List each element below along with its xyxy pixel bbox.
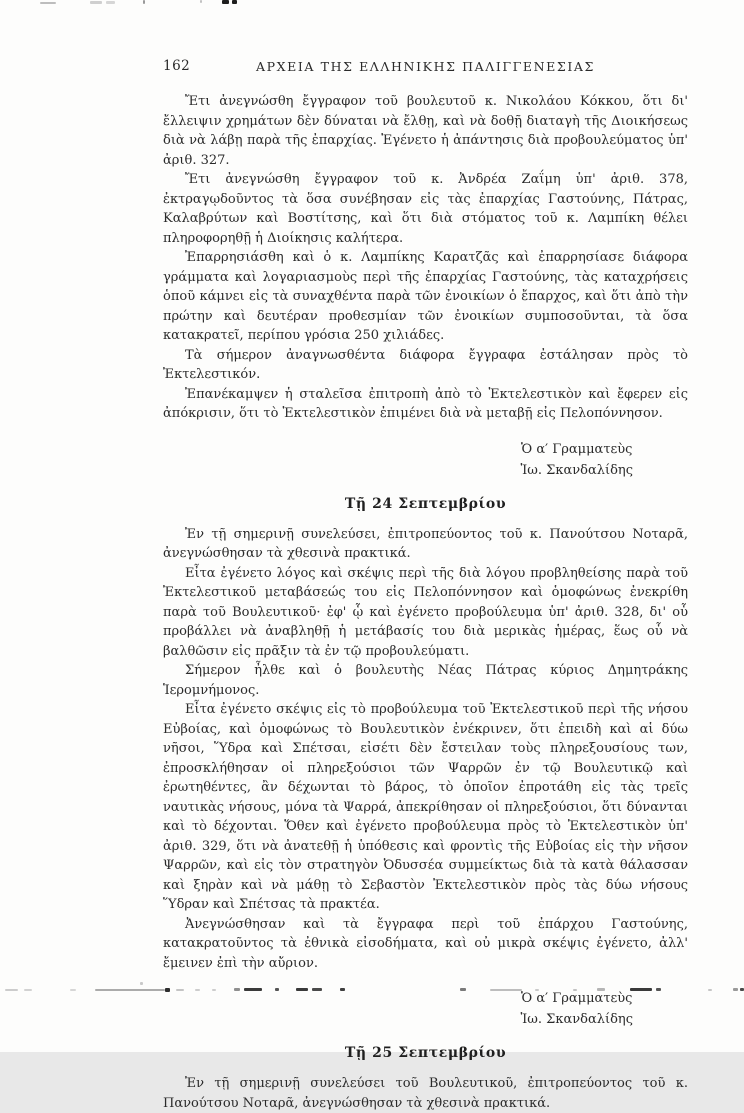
paragraph: Ἔτι ἀνεγνώσθη ἔγγραφον τοῦ κ. Ἀνδρέα Ζαΐμη ὑπ' ἀριθ. 378, ἐκτραγῳδοῦντος τὰ ὅσα συνέβησαν εἰς τὰς ἐπαρχίας Γαστούνης, Πάτρας, Καλαβρύτων καὶ Βοστίτσης, καὶ ὅτι διὰ στόματος τοῦ κ. Λαμπίκη θέλει πληροφορηθῇ ἡ Διοίκησις καλήτερα.: [163, 172, 688, 246]
signature-block: [163, 988, 633, 1030]
paragraph: Ἐπανέκαμψεν ἡ σταλεῖσα ἐπιτροπὴ ἀπὸ τὸ Ἐκτελεστικὸν καὶ ἔφερεν εἰς ἀπόκρισιν, ὅτι τὸ Ἐκτελεστικὸν ἐπιμένει διὰ νὰ μεταβῇ εἰς Πελοπόννησον.: [163, 386, 688, 421]
scan-artifact: [234, 988, 240, 991]
scan-artifact: [244, 988, 262, 991]
scan-artifact: [460, 988, 466, 991]
scan-artifact: [200, 0, 202, 3]
scan-artifact: [340, 988, 345, 991]
scan-artifact: [176, 989, 184, 991]
scan-artifact: [535, 989, 539, 991]
scan-artifact: [95, 989, 165, 991]
scan-artifact: [140, 982, 143, 985]
paragraph: Τὰ σήμερον ἀναγνωσθέντα διάφορα ἔγγραφα ἐστάλησαν πρὸς τὸ Ἐκτελεστικόν.: [163, 347, 688, 382]
page-header: [163, 58, 688, 76]
scan-artifact: [106, 1, 115, 4]
scan-artifact: [70, 989, 76, 991]
signature-name: Ἰω. Σκανδαλίδης: [520, 1012, 633, 1027]
session-section-25-september: [163, 1045, 688, 1113]
paragraph: Εἶτα ἐγένετο λόγος καὶ σκέψις περὶ τῆς διὰ λόγου προβληθείσης παρὰ τοῦ Ἐκτελεστικοῦ μεταβάσεώς του εἰς Πελοπόννησον καὶ ὁμοφώνως ἐνεκρίθη παρὰ τοῦ Βουλευτικοῦ· ἐφ' ᾧ καὶ ἐγένετο προβούλευμα ὑπ' ἀριθ. 328, δι' οὗ προβάλλει νὰ ἀναβληθῇ ἡ μετάβασίς του διὰ μερικὰς ἡμέρας, ἕως οὗ νὰ βαλθῶσιν εἰς πρᾶξιν τὰ ἐν τῷ προβουλεύματι.: [163, 565, 688, 659]
scan-artifact: [597, 988, 605, 991]
scan-artifact: [630, 988, 652, 991]
paragraph: Ἔτι ἀνεγνώσθη ἔγγραφον τοῦ βουλευτοῦ κ. Νικολάου Κόκκου, ὅτι δι' ἔλλειψιν χρημάτων δὲν δύναται νὰ ἔλθῃ, καὶ νὰ δοθῇ διαταγὴ τῆς Διοικήσεως διὰ νὰ λάβῃ παρὰ τῆς ἐπαρχίας. Ἐγένετο ἡ ἀπάντησις διὰ προβουλεύματος ὑπ' ἀριθ. 327.: [163, 94, 688, 168]
signature-role: Ὁ α′ Γραμματεὺς: [521, 441, 633, 457]
signature-inner: [521, 439, 633, 481]
scan-artifact: [40, 2, 56, 4]
scan-artifact: [232, 0, 237, 4]
scan-artifact: [296, 988, 308, 991]
scan-artifact: [143, 0, 145, 4]
paragraph: Ἐν τῇ σημερινῇ συνελεύσει τοῦ Βουλευτικοῦ, ἐπιτροπεύοντος τοῦ κ. Πανούτσου Νοταρᾶ, ἀνεγνώσθησαν τὰ χθεσινὰ πρακτικά.: [163, 1076, 688, 1111]
page-number: 162: [163, 58, 191, 74]
scan-artifact: [195, 989, 200, 991]
scan-artifact: [656, 988, 661, 991]
session-section-23-september: [163, 92, 688, 481]
scan-artifact: [222, 0, 229, 4]
signature-inner: [521, 988, 633, 1030]
signature-role: Ὁ α′ Γραμματεὺς: [521, 991, 633, 1006]
date-heading: Τῇ 25 Σεπτεμβρίου: [344, 1045, 507, 1061]
scan-artifact: [165, 988, 170, 992]
scan-artifact: [24, 989, 32, 991]
scan-artifact: [740, 988, 744, 991]
signature-name: Ἰω. Σκανδαλίδης: [520, 462, 633, 478]
scan-artifact: [275, 988, 279, 991]
session-section-24-september: [163, 496, 688, 1031]
scan-artifact: [312, 988, 322, 991]
scan-artifact: [708, 989, 712, 991]
text-column: [163, 58, 688, 1113]
scan-artifact: [5, 989, 18, 991]
scan-artifact: [490, 989, 522, 991]
paragraph: Εἶτα ἐγένετο σκέψις εἰς τὸ προβούλευμα τοῦ Ἐκτελεστικοῦ περὶ τῆς νήσου Εὐβοίας, καὶ ὁμοφώνως τὸ Βουλευτικὸν ἐνέκρινεν, ὅτι ἐπειδὴ καὶ αἱ δύω νῆσοι, Ὕδρα καὶ Σπέτσαι, εἰσέτι δὲν ἔστειλαν τοὺς πληρεξουσίους των, ἐπροσκλήθησαν οἱ πληρεξούσιοι τῶν Ψαρρῶν ἐν τῷ Βουλευτικῷ καὶ ἐρωτηθέντες, ἂν δέχωνται τὸ βάρος, τὸ ὁποῖον ἐπροτάθη εἰς τὰς τρεῖς ναυτικὰς νήσους, μόνα τὰ Ψαρρά, ἀπεκρίθησαν οἱ πληρεξούσιοι, ὅτι δύνανται καὶ τὸ δέχονται. Ὅθεν καὶ ἐγένετο προβούλευμα πρὸς τὸ Ἐκτελεστικὸν ὑπ' ἀριθ. 329, ὅτι νὰ ἀνατεθῇ ἡ ὑπόθεσις καὶ φροντὶς τῆς Εὐβοίας εἰς τὴν νῆσον Ψαρρῶν, καὶ εἰς τὸν στρατηγὸν Ὀδυσσέα συμμείκτως διὰ τὰ κατὰ θάλασσαν καὶ ξηρὰν καὶ νὰ μάθῃ τὸ Σεβαστὸν Ἐκτελεστικὸν πρὸς τὰς δύω νήσους Ὕδραν καὶ Σπέτσας τὰ πρακτέα.: [163, 702, 688, 912]
paragraph: Σήμερον ἦλθε καὶ ὁ βουλευτὴς Νέας Πάτρας κύριος Δημητράκης Ἱερομνήμονος.: [163, 663, 688, 698]
paragraph: Ἐν τῇ σημερινῇ συνελεύσει, ἐπιτροπεύοντος τοῦ κ. Πανούτσου Νοταρᾶ, ἀνεγνώσθησαν τὰ χθεσινὰ πρακτικά.: [163, 526, 688, 561]
scan-artifact: [90, 1, 102, 4]
signature-block: [163, 439, 633, 481]
paragraph: Ἐπαρρησιάσθη καὶ ὁ κ. Λαμπίκης Καρατζᾶς καὶ ἐπαρρησίασε διάφορα γράμματα καὶ λογαριασμοὺς περὶ τῆς ἐπαρχίας Γαστούνης, τὰς καταχρήσεις ὁποῦ κάμνει εἰς τὰ συναχθέντα παρὰ τῶν ἐνοικίων ὁ ἔπαρχος, καὶ ὅτι ἀπὸ τὴν πρώτην καὶ δευτέραν προθεσμίαν τῶν ἐνοικίων συμποσοῦνται, τὰ ὅσα κατακρατεῖ, περίπου γρόσια 250 χιλιάδες.: [163, 250, 688, 343]
running-title: ΑΡΧΕΙΑ ΤΗΣ ΕΛΛΗΝΙΚΗΣ ΠΑΛΙΓΓΕΝΕΣΙΑΣ: [256, 59, 595, 74]
scan-artifact: [733, 988, 738, 991]
scan-artifact: [212, 989, 216, 991]
date-heading: Τῇ 24 Σεπτεμβρίου: [344, 495, 507, 512]
scan-artifact: [573, 989, 577, 991]
paragraph: Ἀνεγνώσθησαν καὶ τὰ ἔγγραφα περὶ τοῦ ἐπάρχου Γαστούνης, κατακρατοῦντος τὰ ἐθνικὰ εἰσοδήματα, καὶ οὐ μικρὰ σκέψις ἐγένετο, ἀλλ' ἔμεινεν ἐπὶ τὴν αὔριον.: [163, 916, 688, 971]
